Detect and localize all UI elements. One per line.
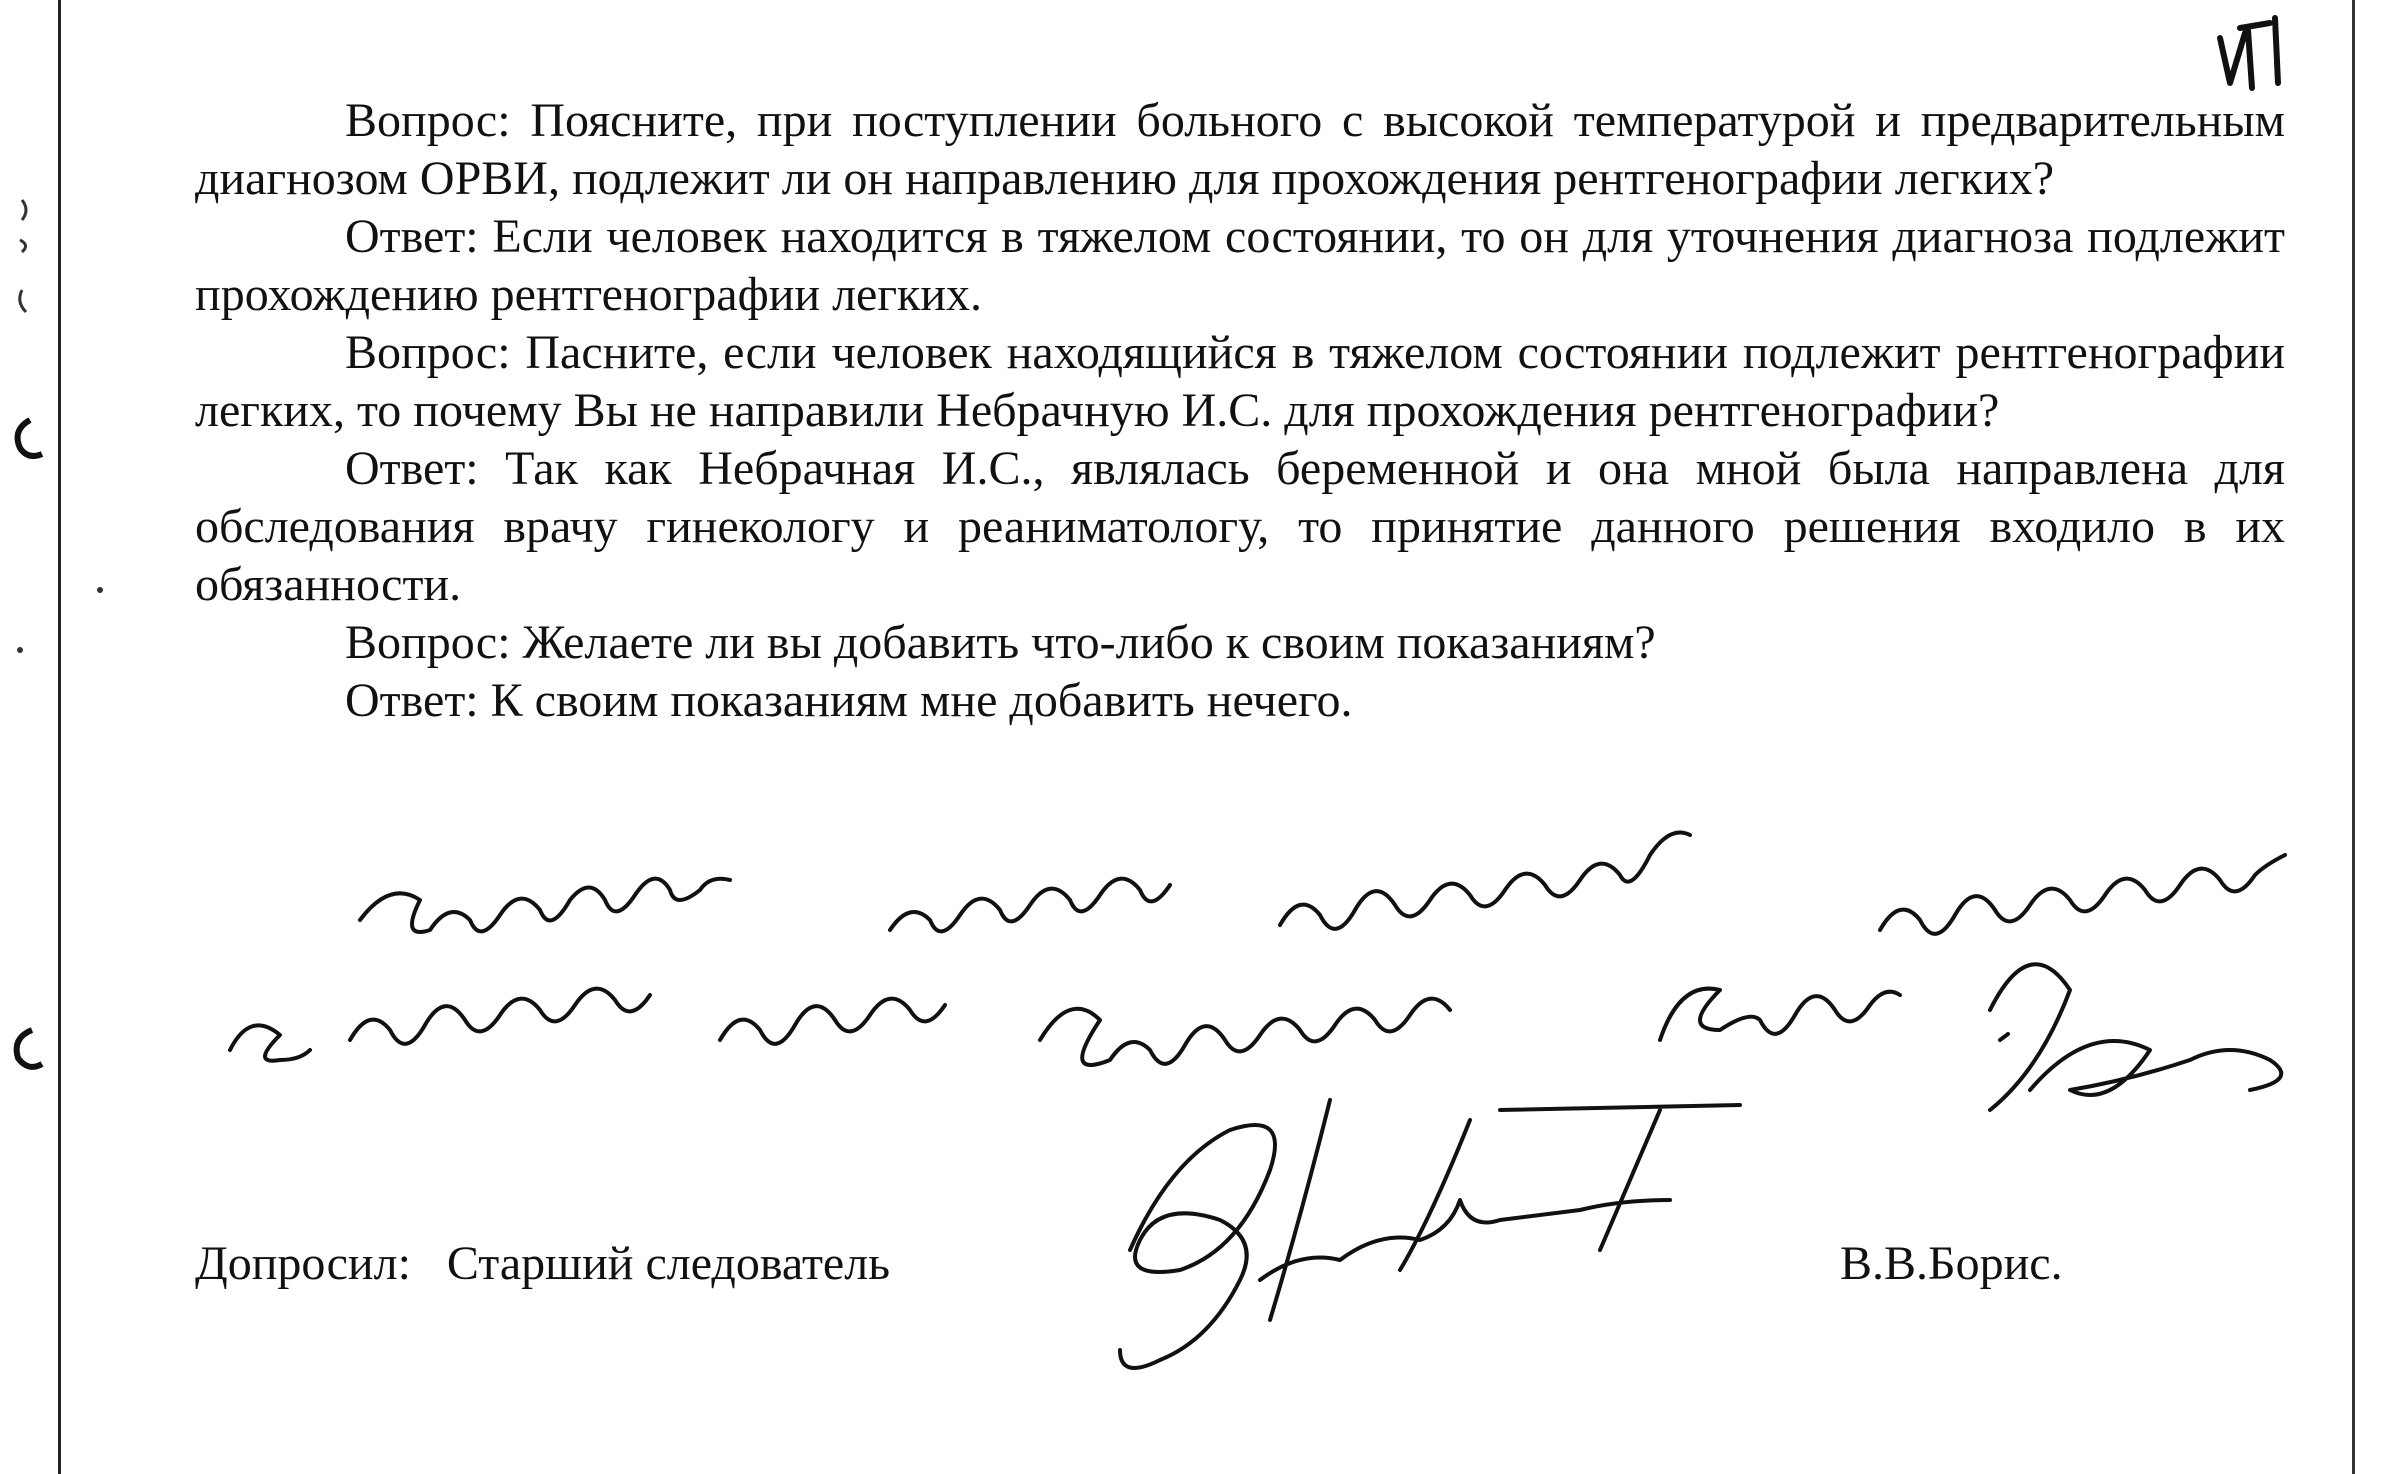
signature-label: Допросил: Старший следователь xyxy=(195,1237,891,1290)
answer-3: Ответ: К своим показаниям мне добавить нечего. xyxy=(345,674,1353,727)
answer-1: Ответ: Если человек находится в тяжелом состоянии, то он для уточнения диагноза подлежит прохождению рентгенографии легких. xyxy=(195,210,2285,321)
signature-name: В.В.Борис. xyxy=(1840,1237,2063,1290)
answer-2: Ответ: Так как Небрачная И.С., являлась беременной и она мной была направлена для обследования врачу гинекологу и реаниматологу, то принятие данного решения входило в их обязанности. xyxy=(195,442,2285,611)
question-3: Вопрос: Желаете ли вы добавить что-либо к своим показаниям? xyxy=(345,616,1656,669)
question-1: Вопрос: Поясните, при поступлении больного с высокой температурой и предварительным диагнозом ОРВИ, подлежит ли он направлению для прохождения рентгенографии легких? xyxy=(195,94,2285,205)
question-2: Вопрос: Пасните, если человек находящийся в тяжелом состоянии подлежит рентгенографии легких, то почему Вы не направили Небрачную И.С. для прохождения рентгенографии? xyxy=(195,326,2285,437)
